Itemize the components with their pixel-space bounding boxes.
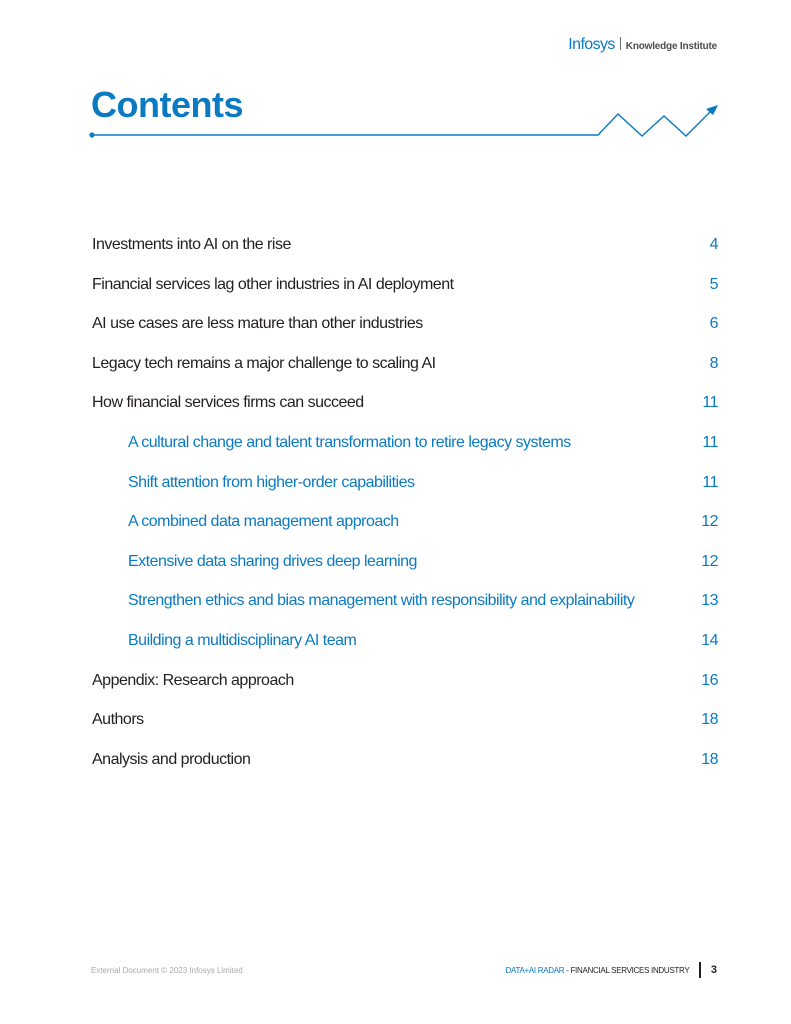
toc-entry-page: 14 [701, 631, 718, 649]
toc-entry[interactable] [92, 751, 718, 791]
toc-subentry[interactable] [92, 592, 718, 632]
toc-entry-label: Extensive data sharing drives deep learning [128, 552, 417, 570]
toc-entry-label: A cultural change and talent transformation to retire legacy systems [128, 433, 571, 451]
toc-entry-page: 16 [701, 671, 718, 689]
toc-entry[interactable] [92, 711, 718, 751]
toc-entry-page: 4 [709, 236, 718, 253]
toc-entry-label: A combined data management approach [128, 513, 399, 531]
toc-entry-label: Appendix: Research approach [92, 671, 294, 689]
footer-document-info [506, 962, 717, 978]
toc-entry-label: How financial services firms can succeed [92, 394, 364, 412]
toc-entry[interactable] [92, 276, 718, 316]
toc-entry[interactable] [92, 315, 718, 355]
toc-entry-page: 11 [702, 394, 718, 412]
toc-entry-label: Financial services lag other industries in AI deployment [92, 275, 454, 293]
toc-entry-label: Strengthen ethics and bias management with responsibility and explainability [128, 592, 635, 610]
toc-entry-page: 11 [702, 473, 718, 491]
toc-entry-page: 18 [701, 711, 718, 729]
toc-entry-label: Analysis and production [92, 750, 251, 768]
toc-entry-page: 8 [709, 354, 718, 372]
footer-copyright: External Document © 2023 Infosys Limited [91, 966, 243, 975]
toc-entry-page: 5 [709, 275, 718, 293]
toc-entry[interactable] [92, 394, 718, 434]
footer-document-accent: DATA+AI RADAR [505, 965, 565, 975]
toc-entry-label: Shift attention from higher-order capabilities [128, 473, 415, 491]
toc-entry-page: 18 [701, 750, 718, 768]
brand-name: Infosys [568, 36, 615, 53]
toc-entry-page: 12 [701, 552, 718, 570]
footer-document-rest: - FINANCIAL SERVICES INDUSTRY [564, 965, 690, 975]
toc-entry-page: 12 [701, 513, 718, 531]
toc-entry-label: Legacy tech remains a major challenge to scaling AI [92, 354, 436, 372]
toc-entry-page: 11 [702, 433, 718, 451]
footer-page-number: 3 [710, 964, 717, 976]
footer-document-title [506, 966, 690, 975]
toc-subentry[interactable] [92, 474, 718, 514]
brand-tagline: Knowledge Institute [625, 41, 717, 52]
table-of-contents [92, 236, 718, 790]
toc-entry-label: Investments into AI on the rise [92, 236, 291, 253]
infosys-knowledge-institute-logo [568, 36, 717, 54]
toc-entry-page: 13 [701, 592, 718, 610]
page-title: Contents [91, 84, 243, 125]
toc-entry[interactable] [92, 236, 718, 276]
logo-divider [620, 37, 621, 50]
toc-entry-label: AI use cases are less mature than other industries [92, 315, 423, 333]
title-underline-trend-icon [88, 100, 728, 144]
toc-entry[interactable] [92, 672, 718, 712]
footer-divider [699, 962, 701, 978]
toc-entry-label: Authors [92, 711, 144, 729]
toc-subentry[interactable] [92, 632, 718, 672]
toc-entry[interactable] [92, 355, 718, 395]
toc-entry-page: 6 [709, 315, 718, 333]
toc-subentry[interactable] [92, 434, 718, 474]
toc-subentry[interactable] [92, 553, 718, 593]
toc-subentry[interactable] [92, 513, 718, 553]
toc-entry-label: Building a multidisciplinary AI team [128, 631, 357, 649]
